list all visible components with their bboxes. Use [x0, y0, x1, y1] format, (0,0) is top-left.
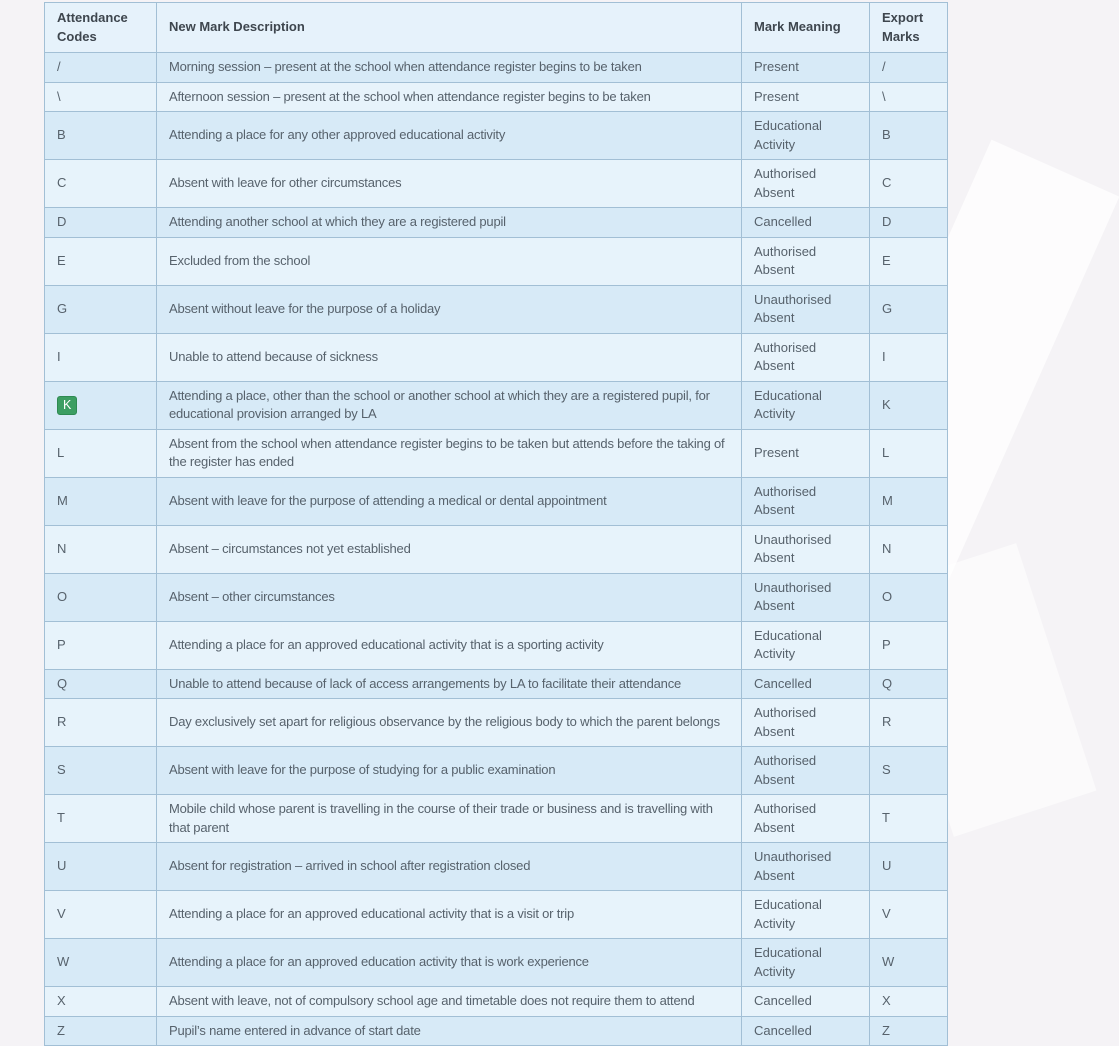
mark-description-cell: Attending another school at which they are a registered pupil [157, 208, 742, 238]
mark-meaning-cell: Authorised Absent [742, 795, 870, 843]
mark-description-cell: Absent with leave for the purpose of studying for a public examination [157, 747, 742, 795]
table-row [45, 1016, 948, 1046]
attendance-code-cell: B [45, 112, 157, 160]
export-mark-cell: O [870, 573, 948, 621]
attendance-code-cell: V [45, 891, 157, 939]
attendance-code-cell: Q [45, 669, 157, 699]
attendance-codes-table-container [44, 2, 947, 1046]
table-row [45, 208, 948, 238]
mark-meaning-cell: Authorised Absent [742, 160, 870, 208]
mark-meaning-cell: Authorised Absent [742, 699, 870, 747]
export-mark-cell: I [870, 333, 948, 381]
table-row [45, 747, 948, 795]
attendance-codes-table [44, 2, 948, 1046]
export-mark-cell: U [870, 843, 948, 891]
table-row [45, 429, 948, 477]
mark-meaning-cell: Unauthorised Absent [742, 525, 870, 573]
export-mark-cell: T [870, 795, 948, 843]
mark-meaning-cell: Authorised Absent [742, 747, 870, 795]
attendance-code-cell: G [45, 285, 157, 333]
mark-meaning-cell: Authorised Absent [742, 237, 870, 285]
mark-meaning-cell: Unauthorised Absent [742, 285, 870, 333]
mark-description-cell: Absent with leave for the purpose of attending a medical or dental appointment [157, 477, 742, 525]
mark-meaning-cell: Educational Activity [742, 381, 870, 429]
attendance-code-cell: / [45, 53, 157, 83]
export-mark-cell: S [870, 747, 948, 795]
table-row [45, 82, 948, 112]
attendance-code-cell: D [45, 208, 157, 238]
export-mark-cell: V [870, 891, 948, 939]
mark-description-cell: Morning session – present at the school when attendance register begins to be taken [157, 53, 742, 83]
mark-meaning-cell: Unauthorised Absent [742, 573, 870, 621]
table-row [45, 381, 948, 429]
table-row [45, 795, 948, 843]
table-row [45, 285, 948, 333]
export-mark-cell: C [870, 160, 948, 208]
highlighted-code-badge: K [57, 396, 77, 415]
export-mark-cell: X [870, 987, 948, 1017]
export-mark-cell: E [870, 237, 948, 285]
column-header-new-mark-description: New Mark Description [157, 3, 742, 53]
export-mark-cell: D [870, 208, 948, 238]
attendance-code-cell: S [45, 747, 157, 795]
attendance-code-cell: C [45, 160, 157, 208]
mark-description-cell: Absent with leave, not of compulsory school age and timetable does not require them to attend [157, 987, 742, 1017]
export-mark-cell: W [870, 939, 948, 987]
column-header-mark-meaning: Mark Meaning [742, 3, 870, 53]
mark-description-cell: Attending a place, other than the school or another school at which they are a registered pupil, for educational provision arranged by LA [157, 381, 742, 429]
export-mark-cell: M [870, 477, 948, 525]
attendance-code-cell: O [45, 573, 157, 621]
table-row [45, 112, 948, 160]
attendance-code-cell: T [45, 795, 157, 843]
mark-description-cell: Absent with leave for other circumstances [157, 160, 742, 208]
export-mark-cell: R [870, 699, 948, 747]
mark-meaning-cell: Educational Activity [742, 891, 870, 939]
mark-description-cell: Pupil’s name entered in advance of start date [157, 1016, 742, 1046]
mark-meaning-cell: Present [742, 53, 870, 83]
table-row [45, 621, 948, 669]
mark-description-cell: Absent – other circumstances [157, 573, 742, 621]
attendance-code-cell: M [45, 477, 157, 525]
export-mark-cell: K [870, 381, 948, 429]
export-mark-cell: N [870, 525, 948, 573]
table-row [45, 525, 948, 573]
mark-meaning-cell: Educational Activity [742, 621, 870, 669]
attendance-code-cell [45, 381, 157, 429]
mark-description-cell: Attending a place for an approved educational activity that is a sporting activity [157, 621, 742, 669]
table-row [45, 237, 948, 285]
mark-description-cell: Attending a place for an approved educational activity that is a visit or trip [157, 891, 742, 939]
export-mark-cell: \ [870, 82, 948, 112]
attendance-code-cell: X [45, 987, 157, 1017]
mark-description-cell: Absent from the school when attendance register begins to be taken but attends before the taking of the register has ended [157, 429, 742, 477]
attendance-code-cell: L [45, 429, 157, 477]
attendance-code-cell: \ [45, 82, 157, 112]
export-mark-cell: L [870, 429, 948, 477]
mark-description-cell: Attending a place for an approved education activity that is work experience [157, 939, 742, 987]
export-mark-cell: / [870, 53, 948, 83]
mark-meaning-cell: Cancelled [742, 1016, 870, 1046]
attendance-code-cell: W [45, 939, 157, 987]
attendance-code-cell: U [45, 843, 157, 891]
mark-meaning-cell: Educational Activity [742, 112, 870, 160]
table-row [45, 477, 948, 525]
mark-meaning-cell: Present [742, 429, 870, 477]
attendance-code-cell: P [45, 621, 157, 669]
table-row [45, 891, 948, 939]
mark-meaning-cell: Authorised Absent [742, 477, 870, 525]
mark-description-cell: Attending a place for any other approved educational activity [157, 112, 742, 160]
table-row [45, 573, 948, 621]
attendance-code-cell: I [45, 333, 157, 381]
mark-description-cell: Excluded from the school [157, 237, 742, 285]
attendance-code-cell: Z [45, 1016, 157, 1046]
attendance-code-cell: E [45, 237, 157, 285]
mark-description-cell: Mobile child whose parent is travelling in the course of their trade or business and is travelling with that parent [157, 795, 742, 843]
mark-description-cell: Unable to attend because of sickness [157, 333, 742, 381]
table-row [45, 843, 948, 891]
mark-meaning-cell: Cancelled [742, 208, 870, 238]
table-row [45, 160, 948, 208]
mark-meaning-cell: Cancelled [742, 987, 870, 1017]
mark-meaning-cell: Present [742, 82, 870, 112]
mark-description-cell: Absent for registration – arrived in school after registration closed [157, 843, 742, 891]
attendance-code-cell: N [45, 525, 157, 573]
export-mark-cell: P [870, 621, 948, 669]
mark-description-cell: Afternoon session – present at the school when attendance register begins to be taken [157, 82, 742, 112]
attendance-code-cell: R [45, 699, 157, 747]
table-row [45, 699, 948, 747]
export-mark-cell: Z [870, 1016, 948, 1046]
export-mark-cell: B [870, 112, 948, 160]
mark-description-cell: Unable to attend because of lack of access arrangements by LA to facilitate their attendance [157, 669, 742, 699]
export-mark-cell: G [870, 285, 948, 333]
table-row [45, 939, 948, 987]
mark-description-cell: Day exclusively set apart for religious observance by the religious body to which the parent belongs [157, 699, 742, 747]
mark-meaning-cell: Unauthorised Absent [742, 843, 870, 891]
table-row [45, 333, 948, 381]
mark-meaning-cell: Cancelled [742, 669, 870, 699]
column-header-export-marks: Export Marks [870, 3, 948, 53]
table-row [45, 987, 948, 1017]
table-row [45, 53, 948, 83]
mark-meaning-cell: Educational Activity [742, 939, 870, 987]
header-row [45, 3, 948, 53]
export-mark-cell: Q [870, 669, 948, 699]
mark-meaning-cell: Authorised Absent [742, 333, 870, 381]
column-header-attendance-codes: Attendance Codes [45, 3, 157, 53]
mark-description-cell: Absent – circumstances not yet established [157, 525, 742, 573]
table-row [45, 669, 948, 699]
mark-description-cell: Absent without leave for the purpose of a holiday [157, 285, 742, 333]
